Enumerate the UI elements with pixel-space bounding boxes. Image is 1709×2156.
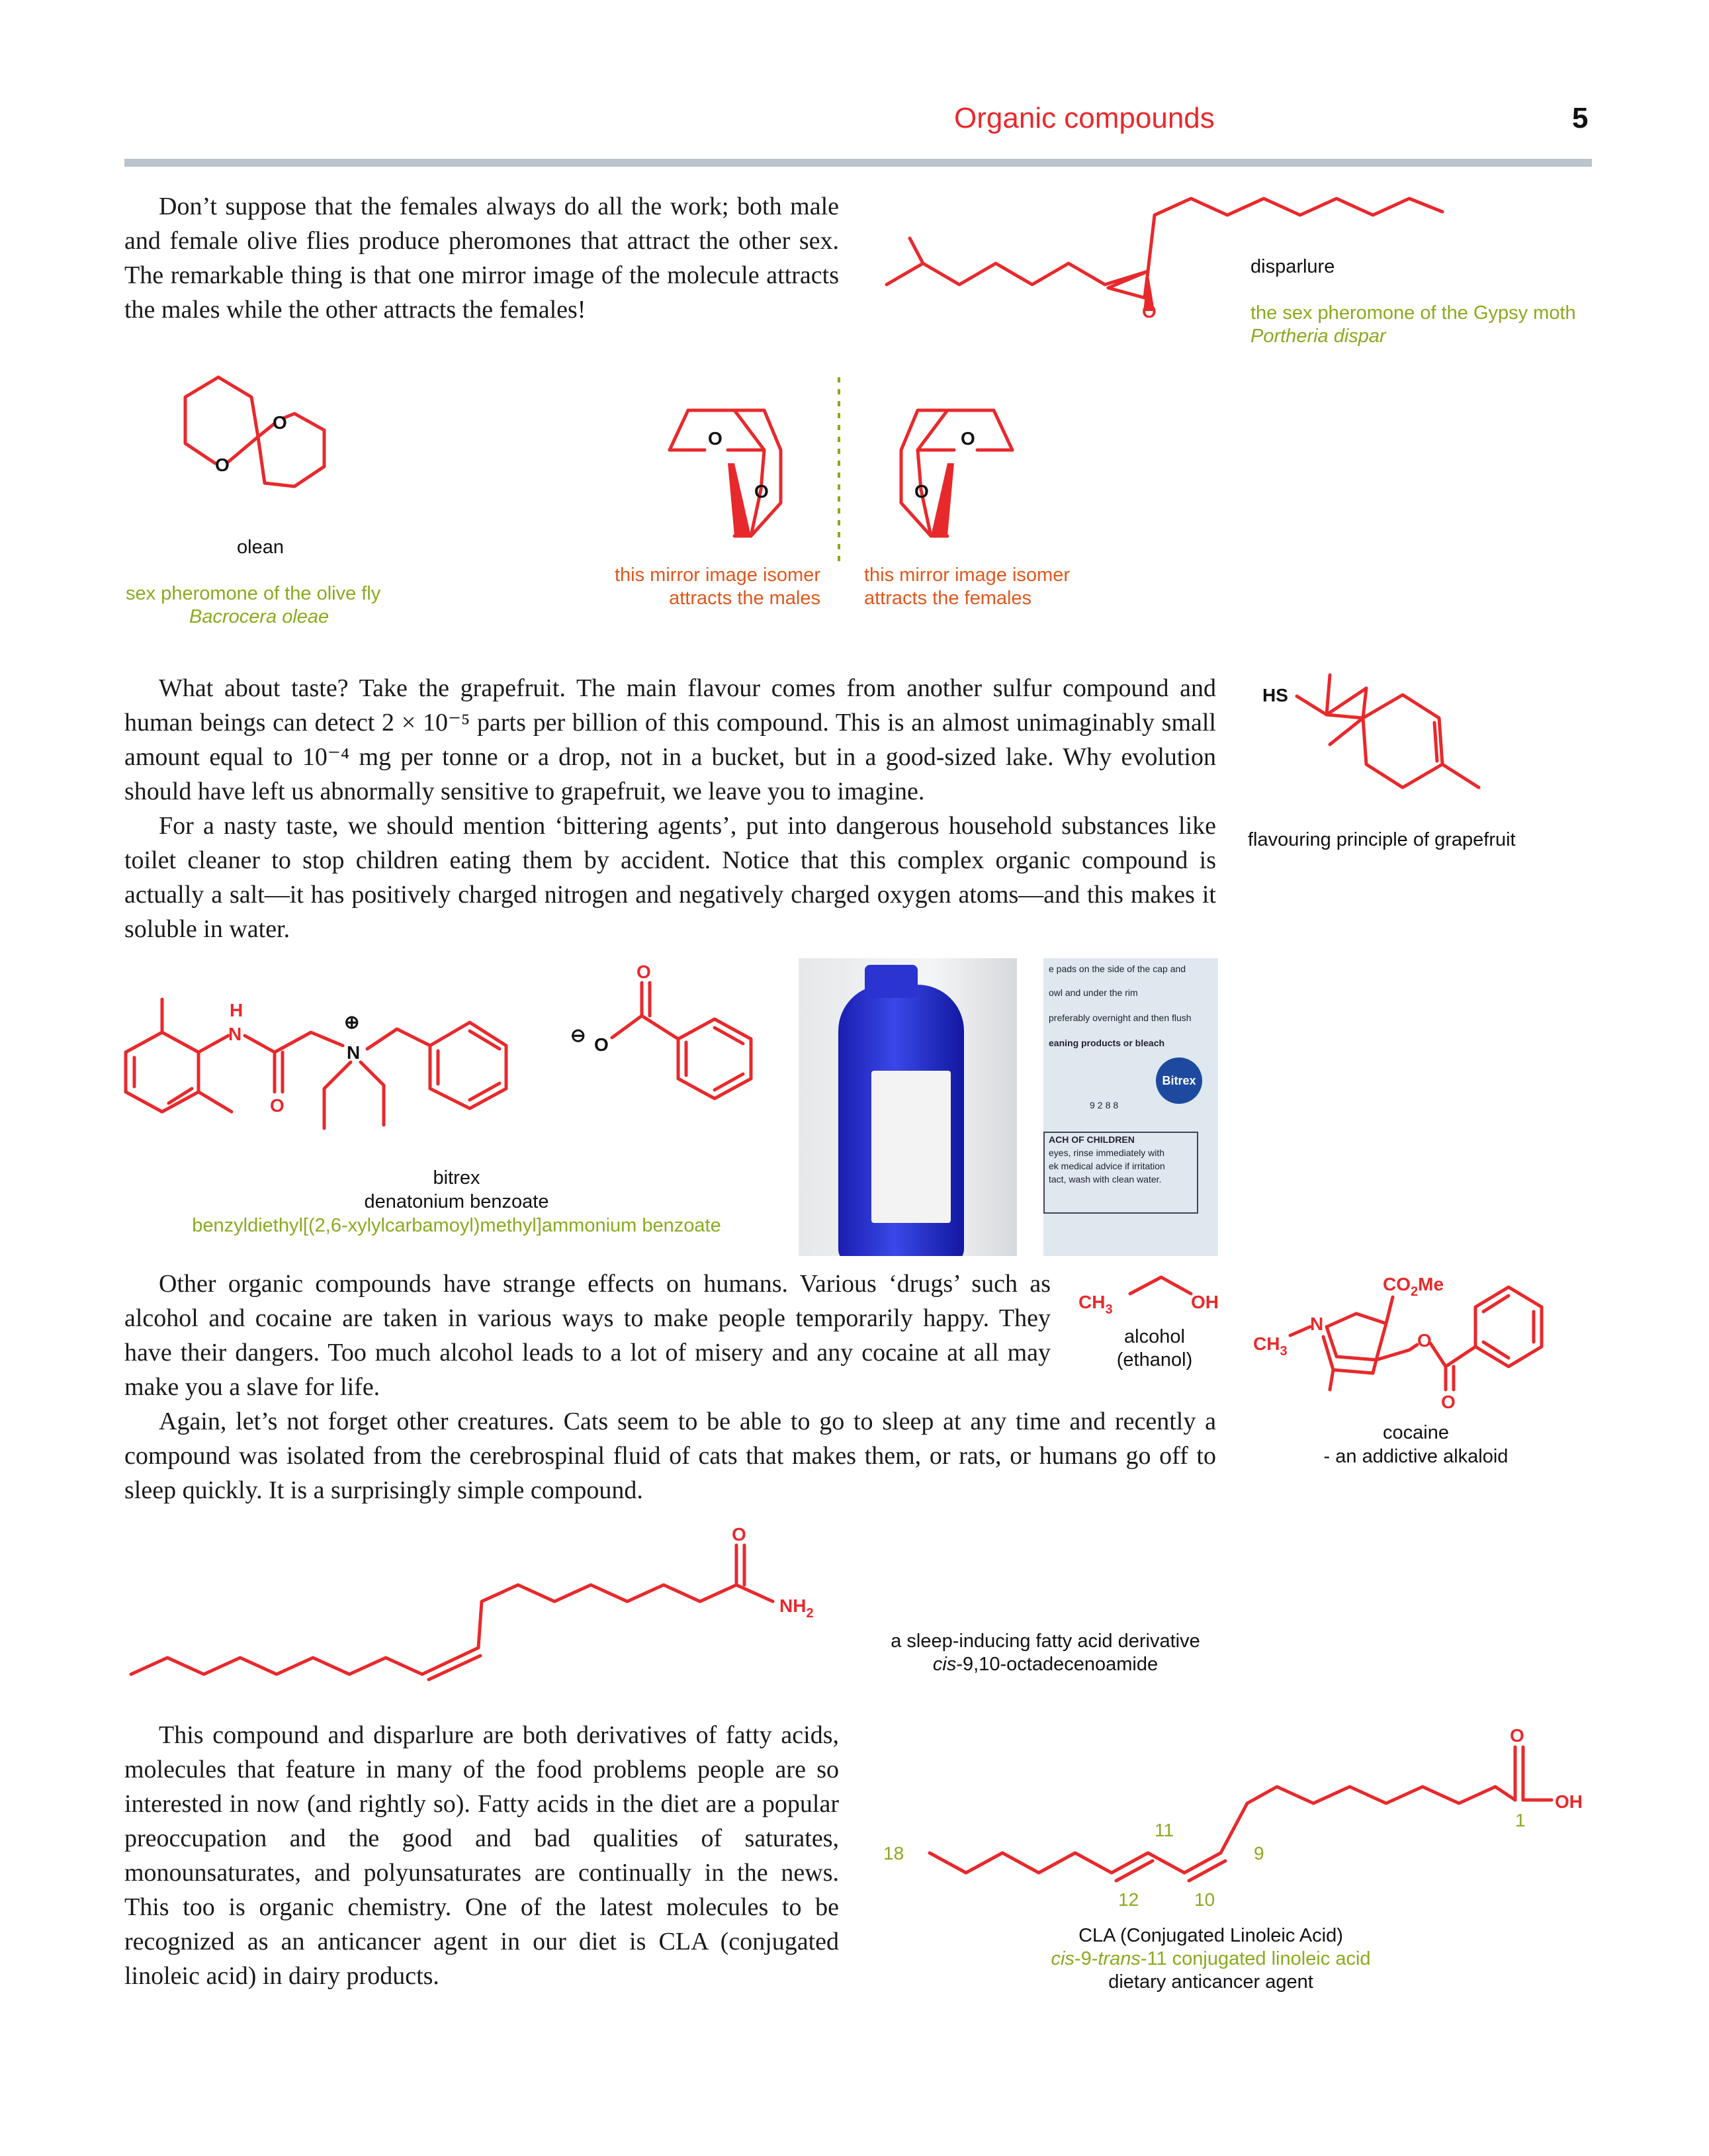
alcohol-caption-1: alcohol bbox=[1124, 1326, 1185, 1347]
cla-caption-2: cis-9-trans-11 conjugated linoleic acid bbox=[1051, 1948, 1371, 1969]
isomer-males-line2: attracts the males bbox=[669, 588, 820, 609]
svg-text:O: O bbox=[1441, 1392, 1456, 1412]
svg-text:O: O bbox=[1417, 1330, 1432, 1351]
header-rule bbox=[124, 159, 1592, 167]
olean-structure bbox=[165, 371, 364, 510]
octadecenoamide-structure bbox=[124, 1522, 839, 1694]
svg-text:O: O bbox=[708, 428, 723, 449]
olean-name: olean bbox=[237, 537, 284, 558]
label-line-1: e pads on the side of the cap and bbox=[1049, 964, 1186, 974]
cla-structure bbox=[867, 1707, 1595, 1912]
bottle-photo bbox=[799, 958, 1017, 1256]
svg-text:N: N bbox=[347, 1042, 361, 1063]
svg-text:N: N bbox=[228, 1024, 242, 1044]
paragraph-2: What about taste? Take the grapefruit. The main flavour comes from another sulfur compound and human beings can detect 2 × 10⁻⁵ parts per billion of this compound. This is an almost unimaginably small amount equal to 10⁻⁴ mg per tonne or a drop, not in a bucket, but in a good-sized lake. Why evolution should have left us abnormally sensitive to grapefruit, we leave you to imagine. For a nasty taste, we should mention ‘bittering agents’, put into dangerous household substances like toilet cleaner to stop children eating them by accident. Notice that this complex organic compound is actually a salt—it has positively charged nitrogen and negatively charged oxygen atoms—and this makes it soluble in water. bbox=[124, 674, 1216, 943]
olean-species: Bacrocera oleae bbox=[189, 606, 329, 627]
label-closeup-photo bbox=[1043, 958, 1218, 1256]
cocaine-caption-1: cocaine bbox=[1383, 1422, 1449, 1443]
cla-carbon-11: 11 bbox=[1155, 1820, 1174, 1840]
grapefruit-thiol-structure bbox=[1250, 662, 1528, 821]
ethanol-structure bbox=[1072, 1267, 1237, 1320]
label-line-4: eaning products or bleach bbox=[1049, 1038, 1165, 1048]
label-line-6: eyes, rinse immediately with bbox=[1049, 1147, 1165, 1158]
svg-text:H: H bbox=[230, 1000, 243, 1020]
svg-text:O: O bbox=[1510, 1725, 1524, 1746]
isomer-males-line1: this mirror image isomer bbox=[615, 564, 820, 586]
running-header-title: Organic compounds bbox=[954, 102, 1215, 134]
benzoate-anion-structure bbox=[562, 960, 781, 1112]
cla-oh: OH bbox=[1555, 1791, 1583, 1812]
bottle-label bbox=[871, 1071, 951, 1223]
cla-caption-3: dietary anticancer agent bbox=[1108, 1971, 1313, 1993]
cocaine-structure bbox=[1244, 1271, 1588, 1423]
grapefruit-caption: flavouring principle of grapefruit bbox=[1248, 829, 1516, 850]
bitrex-caption-3: benzyldiethyl[(2,6-xylylcarbamoyl)methyl]ammonium benzoate bbox=[192, 1215, 721, 1236]
sleep-caption-1: a sleep-inducing fatty acid derivative bbox=[891, 1631, 1200, 1652]
olean-description: sex pheromone of the olive fly bbox=[126, 583, 381, 604]
svg-text:O: O bbox=[594, 1034, 609, 1055]
paragraph-6: This compound and disparlure are both derivatives of fatty acids, molecules that feature in many of the food problems people are so interested in now (and rightly so). Fatty acids in the diet are a popular preoccupation and the good and bad qualities of saturates, monounsaturates, and polyunsaturates are continually in the news. This too is organic chemistry. One of the latest molecules to be recognized as an anticancer agent in our diet is CLA (conjugated linoleic acid) in dairy products. bbox=[124, 1721, 839, 1990]
svg-text:CO2Me: $CO_2Me$ bbox=[1383, 1274, 1444, 1299]
svg-text:HS: HS bbox=[1262, 685, 1288, 705]
svg-text:O: O bbox=[1142, 301, 1157, 322]
cla-carbon-10: 10 bbox=[1194, 1889, 1215, 1910]
label-code: 9288 bbox=[1090, 1100, 1121, 1110]
label-warning-box bbox=[1043, 1132, 1198, 1214]
label-line-2: owl and under the rim bbox=[1049, 987, 1138, 998]
svg-text:O: O bbox=[636, 962, 651, 982]
paragraph-1: Don’t suppose that the females always do all the work; both male and female olive flies produce pheromones that attract the other sex. The remarkable thing is that one mirror image of the molecule attracts the males while the other attracts the females! bbox=[124, 193, 839, 324]
svg-text:CH3: $CH_3$ bbox=[1253, 1333, 1288, 1359]
ethanol-ch3: CH bbox=[1078, 1292, 1106, 1312]
svg-text:CH3: $CH_3$ bbox=[1078, 1292, 1113, 1317]
svg-text:NH2: $NH_2$ bbox=[779, 1595, 814, 1621]
svg-text:⊕: ⊕ bbox=[344, 1012, 360, 1032]
disparlure-description: the sex pheromone of the Gypsy moth bbox=[1250, 302, 1576, 324]
bitrex-caption-2: denatonium benzoate bbox=[364, 1191, 549, 1212]
cla-carbon-12: 12 bbox=[1118, 1889, 1139, 1910]
amide-oxygen: O bbox=[732, 1524, 746, 1545]
svg-text:O: O bbox=[270, 1095, 285, 1116]
cocaine-caption-2: - an addictive alkaloid bbox=[1323, 1446, 1509, 1467]
disparlure-name: disparlure bbox=[1250, 256, 1335, 277]
bitrex-caption-1: bitrex bbox=[433, 1167, 480, 1189]
cla-caption-1: CLA (Conjugated Linoleic Acid) bbox=[1078, 1925, 1343, 1946]
bitrex-logo: Bitrex bbox=[1156, 1057, 1202, 1104]
label-line-8: tact, wash with clean water. bbox=[1049, 1174, 1162, 1185]
svg-text:⊖: ⊖ bbox=[570, 1025, 586, 1046]
cla-carbon-18: 18 bbox=[883, 1843, 904, 1864]
svg-text:O: O bbox=[754, 481, 769, 502]
disparlure-species: Portheria dispar bbox=[1250, 326, 1386, 347]
olean-mirror-isomers bbox=[662, 371, 1032, 562]
alcohol-caption-2: (ethanol) bbox=[1116, 1349, 1193, 1370]
label-line-7: ek medical advice if irritation bbox=[1049, 1161, 1165, 1171]
svg-text:N: N bbox=[1310, 1314, 1324, 1334]
sleep-caption-2: cis-9,10-octadecenoamide bbox=[932, 1654, 1159, 1675]
label-line-5: ACH OF CHILDREN bbox=[1049, 1134, 1135, 1145]
cla-carbon-1: 1 bbox=[1515, 1810, 1526, 1830]
ethanol-oh: OH bbox=[1191, 1292, 1219, 1312]
svg-text:O: O bbox=[215, 455, 230, 475]
cla-carbon-9: 9 bbox=[1254, 1843, 1264, 1864]
paragraph-4-wrap: Other organic compounds have strange effects on humans. Various ‘drugs’ such as alcohol and cocaine are taken in various ways to make people temporarily happy. They have their dangers. Too much alcohol leads to a lot of misery and any cocaine at all may make you a slave for life. bbox=[124, 1270, 1051, 1401]
paragraph-5: Again, let’s not forget other creatures. Cats seem to be able to go to sleep at any time and recently a compound was isolated from the cerebrospinal fluid of cats that makes them, or rats, or humans go off to sleep quickly. It is a surprisingly simple compound. bbox=[124, 1408, 1216, 1504]
page-number: 5 bbox=[1572, 102, 1589, 134]
denatonium-cation-structure bbox=[112, 973, 549, 1151]
svg-text:O: O bbox=[961, 428, 975, 449]
isomer-females-line2: attracts the females bbox=[864, 588, 1032, 609]
label-line-3: preferably overnight and then flush bbox=[1049, 1012, 1192, 1023]
svg-text:O: O bbox=[914, 481, 929, 502]
isomer-females-line1: this mirror image isomer bbox=[864, 564, 1070, 586]
svg-text:O: O bbox=[273, 412, 287, 433]
bottle-cap bbox=[865, 965, 918, 998]
